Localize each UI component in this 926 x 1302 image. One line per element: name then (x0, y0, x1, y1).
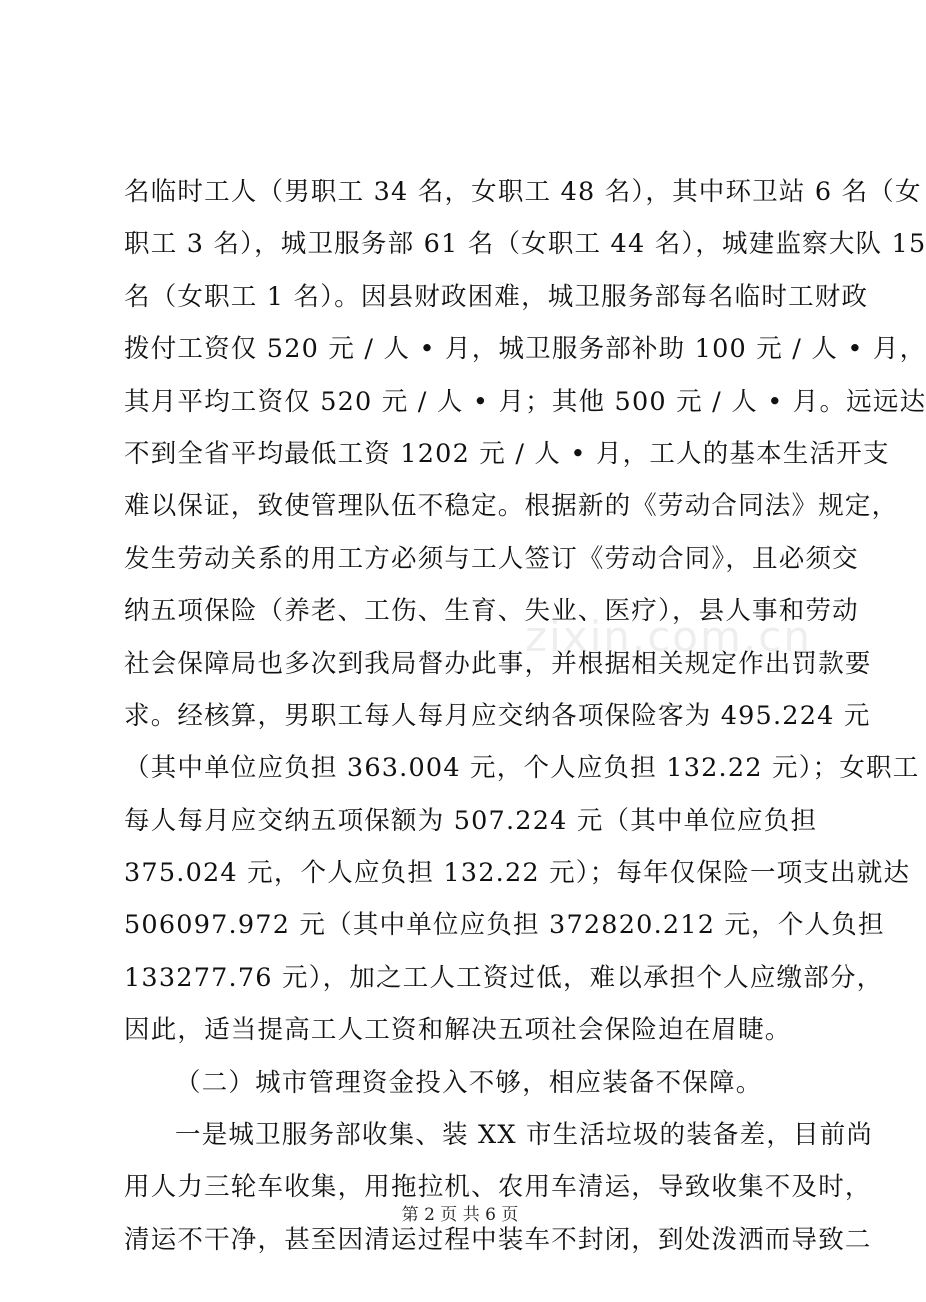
text-line: （其中单位应负担 363.004 元，个人应负担 132.22 元）；女职工 (124, 753, 920, 784)
text-line: 用人力三轮车收集，用拖拉机、农用车清运，导致收集不及时， (124, 1172, 872, 1203)
text-line: 求。经核算，男职工每人每月应交纳各项保险客为 495.224 元 (124, 700, 871, 731)
paragraph-end-line: 因此，适当提高工人工资和解决五项社会保险迫在眉睫。 (124, 1015, 792, 1046)
text-line: 社会保障局也多次到我局督办此事，并根据相关规定作出罚款要 (124, 648, 872, 679)
body-text (124, 166, 926, 1266)
text-line: 难以保证，致使管理队伍不稳定。根据新的《劳动合同法》规定， (124, 491, 899, 522)
text-line: 不到全省平均最低工资 1202 元 / 人 • 月，工人的基本生活开支 (124, 438, 890, 469)
text-line: 名临时工人（男职工 34 名，女职工 48 名），其中环卫站 6 名（女 (124, 177, 922, 207)
text-line: 每人每月应交纳五项保额为 507.224 元（其中单位应负担 (124, 805, 818, 836)
text-line: 纳五项保险（养老、工伤、生育、失业、医疗），县人事和劳动 (124, 596, 859, 627)
text-line: 133277.76 元），加之工人工资过低，难以承担个人应缴部分， (124, 962, 884, 993)
paragraph-first-line: 一是城卫服务部收集、装 XX 市生活垃圾的装备差，目前尚 (175, 1120, 874, 1151)
text-line: 清运不干净，甚至因清运过程中装车不封闭，到处泼洒而导致二 (124, 1224, 872, 1255)
text-line: 506097.972 元（其中单位应负担 372820.212 元，个人负担 (124, 910, 885, 941)
text-line: 职工 3 名），城卫服务部 61 名（女职工 44 名），城建监察大队 15 (124, 229, 926, 260)
text-line: 其月平均工资仅 520 元 / 人 • 月；其他 500 元 / 人 • 月。远远达 (124, 386, 926, 417)
text-line: 拨付工资仅 520 元 / 人 • 月，城卫服务部补助 100 元 / 人 • 月， (124, 334, 926, 365)
section-heading: （二）城市管理资金投入不够，相应装备不保障。 (175, 1067, 763, 1098)
page-footer: 第 2 页 共 6 页 (401, 1205, 519, 1225)
text-line: 名（女职工 1 名）。因县财政困难，城卫服务部每名临时工财政 (124, 281, 869, 312)
watermark: zixin.com.cn (525, 612, 812, 661)
text-line: 发生劳动关系的用工方必须与工人签订《劳动合同》，且必须交 (124, 543, 859, 574)
text-line: 375.024 元，个人应负担 132.22 元）；每年仅保险一项支出就达 (124, 858, 911, 889)
